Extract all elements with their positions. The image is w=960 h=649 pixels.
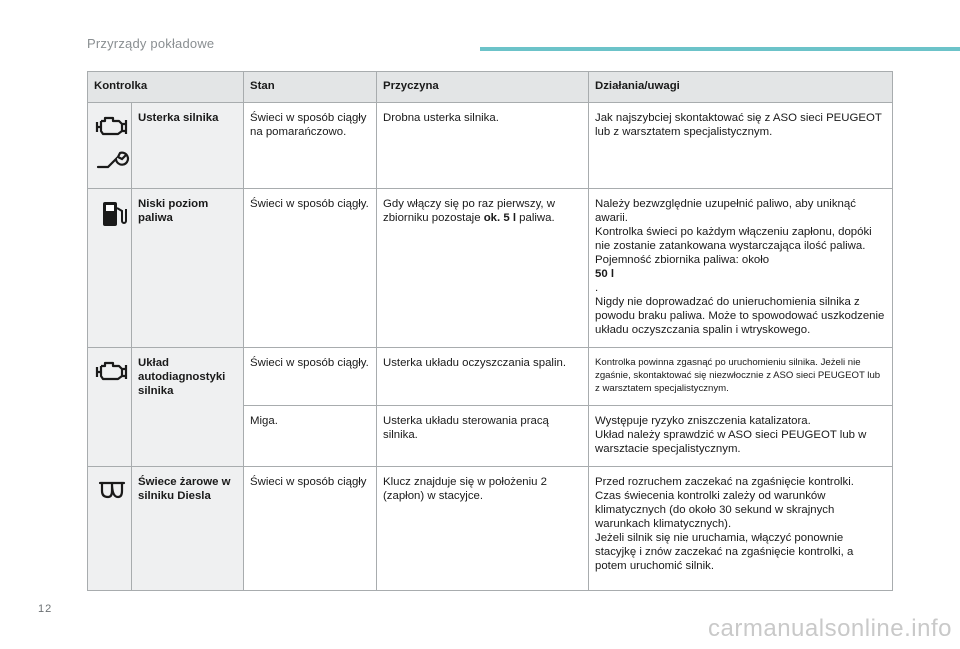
indicator-cause: Drobna usterka silnika. — [377, 103, 589, 189]
indicator-action: Kontrolka powinna zgasnąć po uruchomieniu silnika. Jeżeli nie zgaśnie, skontaktować się niezwłocznie z ASO sieci PEUGEOT lub z warsztatem specjalistycznym. — [589, 348, 893, 406]
action-line: Kontrolka świeci po każdym włączeniu zapłonu, dopóki nie zostanie zatankowana wystarczająca ilość paliwa. — [595, 226, 872, 252]
indicator-state: Świeci w sposób ciągły. — [244, 348, 377, 406]
indicator-table — [87, 71, 893, 591]
indicator-name: Świece żarowe w silniku Diesla — [132, 467, 244, 591]
indicator-state: Świeci w sposób ciągły — [244, 467, 377, 591]
indicator-action: Jak najszybciej skontaktować się z ASO sieci PEUGEOT lub z warsztatem specjalistycznym. — [589, 103, 893, 189]
indicator-icon-cell — [88, 189, 132, 348]
indicator-state: Świeci w sposób ciągły. — [244, 189, 377, 348]
column-header-stan: Stan — [244, 72, 377, 103]
indicator-cause — [377, 189, 589, 348]
header-accent-bar — [480, 47, 960, 51]
column-header-kontrolka: Kontrolka — [88, 72, 244, 103]
indicator-action — [589, 189, 893, 348]
table-header-row — [88, 72, 893, 103]
indicator-icon-cell — [88, 467, 132, 591]
tank-capacity-label: Pojemność zbiornika paliwa: około — [595, 254, 770, 266]
wrench-icon — [94, 147, 130, 173]
indicator-name: Usterka silnika — [132, 103, 244, 189]
indicator-cause: Usterka układu oczyszczania spalin. — [377, 348, 589, 406]
fuel-pump-icon — [94, 199, 130, 229]
indicator-cause: Klucz znajduje się w położeniu 2 (zapłon) w stacyjce. — [377, 467, 589, 591]
action-line: Przed rozruchem zaczekać na zgaśnięcie kontrolki. — [595, 476, 854, 488]
action-line: Należy bezwzględnie uzupełnić paliwo, aby uniknąć awarii. — [595, 198, 856, 224]
action-line: Nigdy nie doprowadzać do unieruchomienia silnika z powodu braku paliwa. Może to spowodować uszkodzenie układu oczyszczania spalin i wtryskowego. — [595, 296, 885, 336]
glow-plug-icon — [94, 477, 130, 503]
page-number: 12 — [38, 603, 53, 615]
table-row — [88, 348, 893, 406]
tank-capacity-end: . — [595, 282, 599, 294]
column-header-przyczyna: Przyczyna — [377, 72, 589, 103]
tank-capacity-value: 50 l — [595, 268, 615, 280]
indicator-action — [589, 406, 893, 467]
cause-text-end: paliwa. — [516, 212, 555, 224]
indicator-cause: Usterka układu sterowania pracą silnika. — [377, 406, 589, 467]
indicator-icon-cell — [88, 348, 132, 467]
cause-text: Gdy włączy się po raz pierwszy, w zbiorniku pozostaje — [383, 198, 555, 224]
action-line: Jeżeli silnik się nie uruchamia, włączyć ponownie stacyjkę i znów zaczekać na zgaśnięcie kontrolki, a potem uruchomić silnik. — [595, 532, 854, 572]
table-row — [88, 103, 893, 189]
indicator-state: Miga. — [244, 406, 377, 467]
page-header-title: Przyrządy pokładowe — [87, 36, 215, 51]
watermark: carmanualsonline.info — [708, 615, 952, 642]
cause-fuel-amount: ok. 5 l — [483, 212, 516, 224]
action-line: Układ należy sprawdzić w ASO sieci PEUGEOT lub w warsztacie specjalistycznym. — [595, 429, 867, 455]
indicator-action — [589, 467, 893, 591]
action-line — [595, 253, 886, 295]
indicator-name: Niski poziom paliwa — [132, 189, 244, 348]
engine-icon — [94, 358, 130, 384]
engine-icon — [94, 113, 130, 139]
action-line: Występuje ryzyko zniszczenia katalizatora. — [595, 415, 811, 427]
indicator-icon-cell — [88, 103, 132, 189]
table-row — [88, 189, 893, 348]
indicator-name: Układ autodiagnostyki silnika — [132, 348, 244, 467]
table-row — [88, 467, 893, 591]
indicator-state: Świeci w sposób ciągły na pomarańczowo. — [244, 103, 377, 189]
action-line: Czas świecenia kontrolki zależy od warunków klimatycznych (do około 30 sekund w skrajnych warunkach klimatycznych). — [595, 490, 835, 530]
column-header-dzialania: Działania/uwagi — [589, 72, 893, 103]
